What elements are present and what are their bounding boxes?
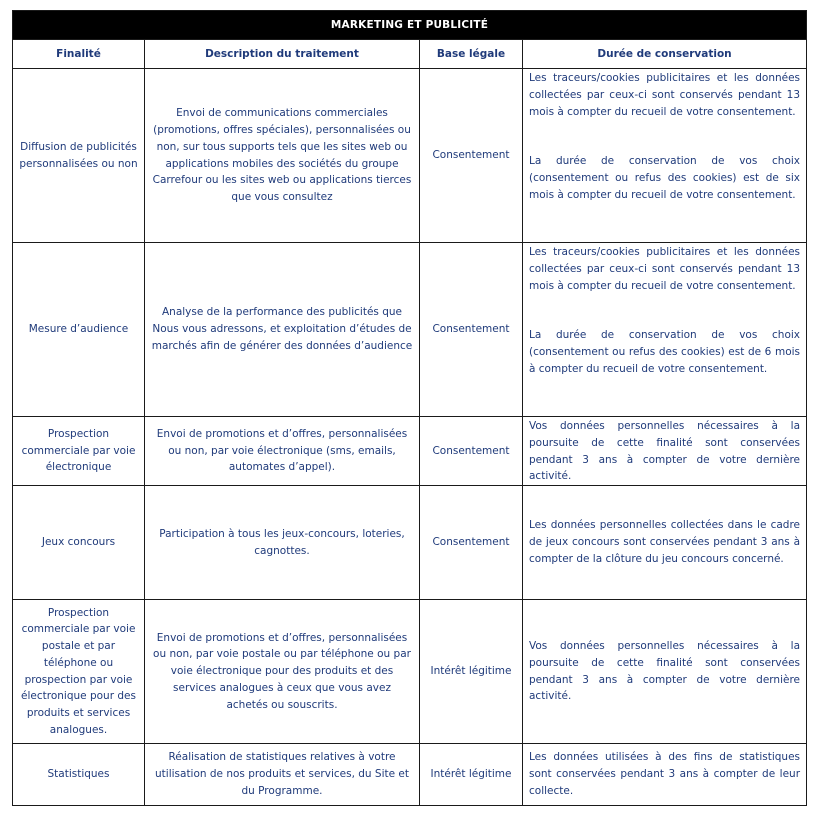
cell-duree <box>523 486 807 600</box>
cell-base-legale: Consentement <box>420 417 523 486</box>
cell-duree <box>523 243 807 417</box>
cell-finalite: Prospection commerciale par voie électronique <box>13 417 145 486</box>
header-finalite: Finalité <box>13 40 145 69</box>
cell-base-legale: Intérêt légitime <box>420 600 523 744</box>
cell-finalite: Diffusion de publicités personnalisées ou non <box>13 69 145 243</box>
duree-paragraph: Les données personnelles collectées dans le cadre de jeux concours sont conservées pendant 3 ans à compter de la clôture du jeu concours concerné. <box>529 519 801 566</box>
table-row <box>13 600 807 744</box>
header-base-legale: Base légale <box>420 40 523 69</box>
duree-paragraph: Les traceurs/cookies publicitaires et les données collectées par ceux-ci sont conservés pendant 13 mois à compter du recueil de votre consentement. <box>529 72 801 118</box>
table-row <box>13 243 807 417</box>
table-row <box>13 69 807 243</box>
duree-paragraph: Les données utilisées à des fins de statistiques sont conservées pendant 3 ans à compter de leur collecte. <box>529 751 801 798</box>
marketing-retention-table <box>12 10 807 806</box>
table-row <box>13 744 807 806</box>
cell-base-legale: Consentement <box>420 69 523 243</box>
header-duree: Durée de conservation <box>523 40 807 69</box>
duree-paragraph: Vos données personnelles nécessaires à la poursuite de cette finalité sont conservées pendant 3 ans à compter de votre dernière activité. <box>529 640 801 703</box>
table-title: MARKETING ET PUBLICITÉ <box>13 11 807 40</box>
cell-base-legale: Intérêt légitime <box>420 744 523 806</box>
table-row <box>13 486 807 600</box>
retention-table-wrapper <box>12 10 806 806</box>
cell-finalite: Prospection commerciale par voie postale et par téléphone ou prospection par voie électronique pour des produits et services analogues. <box>13 600 145 744</box>
cell-duree <box>523 600 807 744</box>
cell-finalite: Statistiques <box>13 744 145 806</box>
header-description: Description du traitement <box>145 40 420 69</box>
cell-description: Participation à tous les jeux-concours, loteries, cagnottes. <box>145 486 420 600</box>
cell-duree <box>523 744 807 806</box>
cell-duree <box>523 69 807 243</box>
duree-paragraph: La durée de conservation de vos choix (consentement ou refus des cookies) est de 6 mois à compter du recueil de votre consentement. <box>529 329 801 375</box>
duree-paragraph: Vos données personnelles nécessaires à la poursuite de cette finalité sont conservées pendant 3 ans à compter de votre dernière activité. <box>529 420 801 483</box>
table-row <box>13 417 807 486</box>
cell-description: Réalisation de statistiques relatives à votre utilisation de nos produits et services, du Site et du Programme. <box>145 744 420 806</box>
cell-description: Envoi de communications commerciales (promotions, offres spéciales), personnalisées ou non, sur tous supports tels que les sites web ou applications mobiles des sociétés du groupe Carrefour ou les sites web ou applications tierces que vous consultez <box>145 69 420 243</box>
duree-paragraph: Les traceurs/cookies publicitaires et les données collectées par ceux-ci sont conservés pendant 13 mois à compter du recueil de votre consentement. <box>529 246 801 292</box>
cell-base-legale: Consentement <box>420 486 523 600</box>
cell-description: Envoi de promotions et d’offres, personnalisées ou non, par voie électronique (sms, emails, automates d’appel). <box>145 417 420 486</box>
cell-finalite: Jeux concours <box>13 486 145 600</box>
cell-description: Envoi de promotions et d’offres, personnalisées ou non, par voie postale ou par téléphone ou par voie électronique pour des produits et des services analogues à ceux que vous avez achetés ou souscrits. <box>145 600 420 744</box>
cell-duree <box>523 417 807 486</box>
cell-description: Analyse de la performance des publicités que Nous vous adressons, et exploitation d’études de marchés afin de générer des données d’audience <box>145 243 420 417</box>
cell-finalite: Mesure d’audience <box>13 243 145 417</box>
header-row <box>13 40 807 69</box>
duree-paragraph: La durée de conservation de vos choix (consentement ou refus des cookies) est de six mois à compter du recueil de votre consentement. <box>529 155 801 201</box>
cell-base-legale: Consentement <box>420 243 523 417</box>
